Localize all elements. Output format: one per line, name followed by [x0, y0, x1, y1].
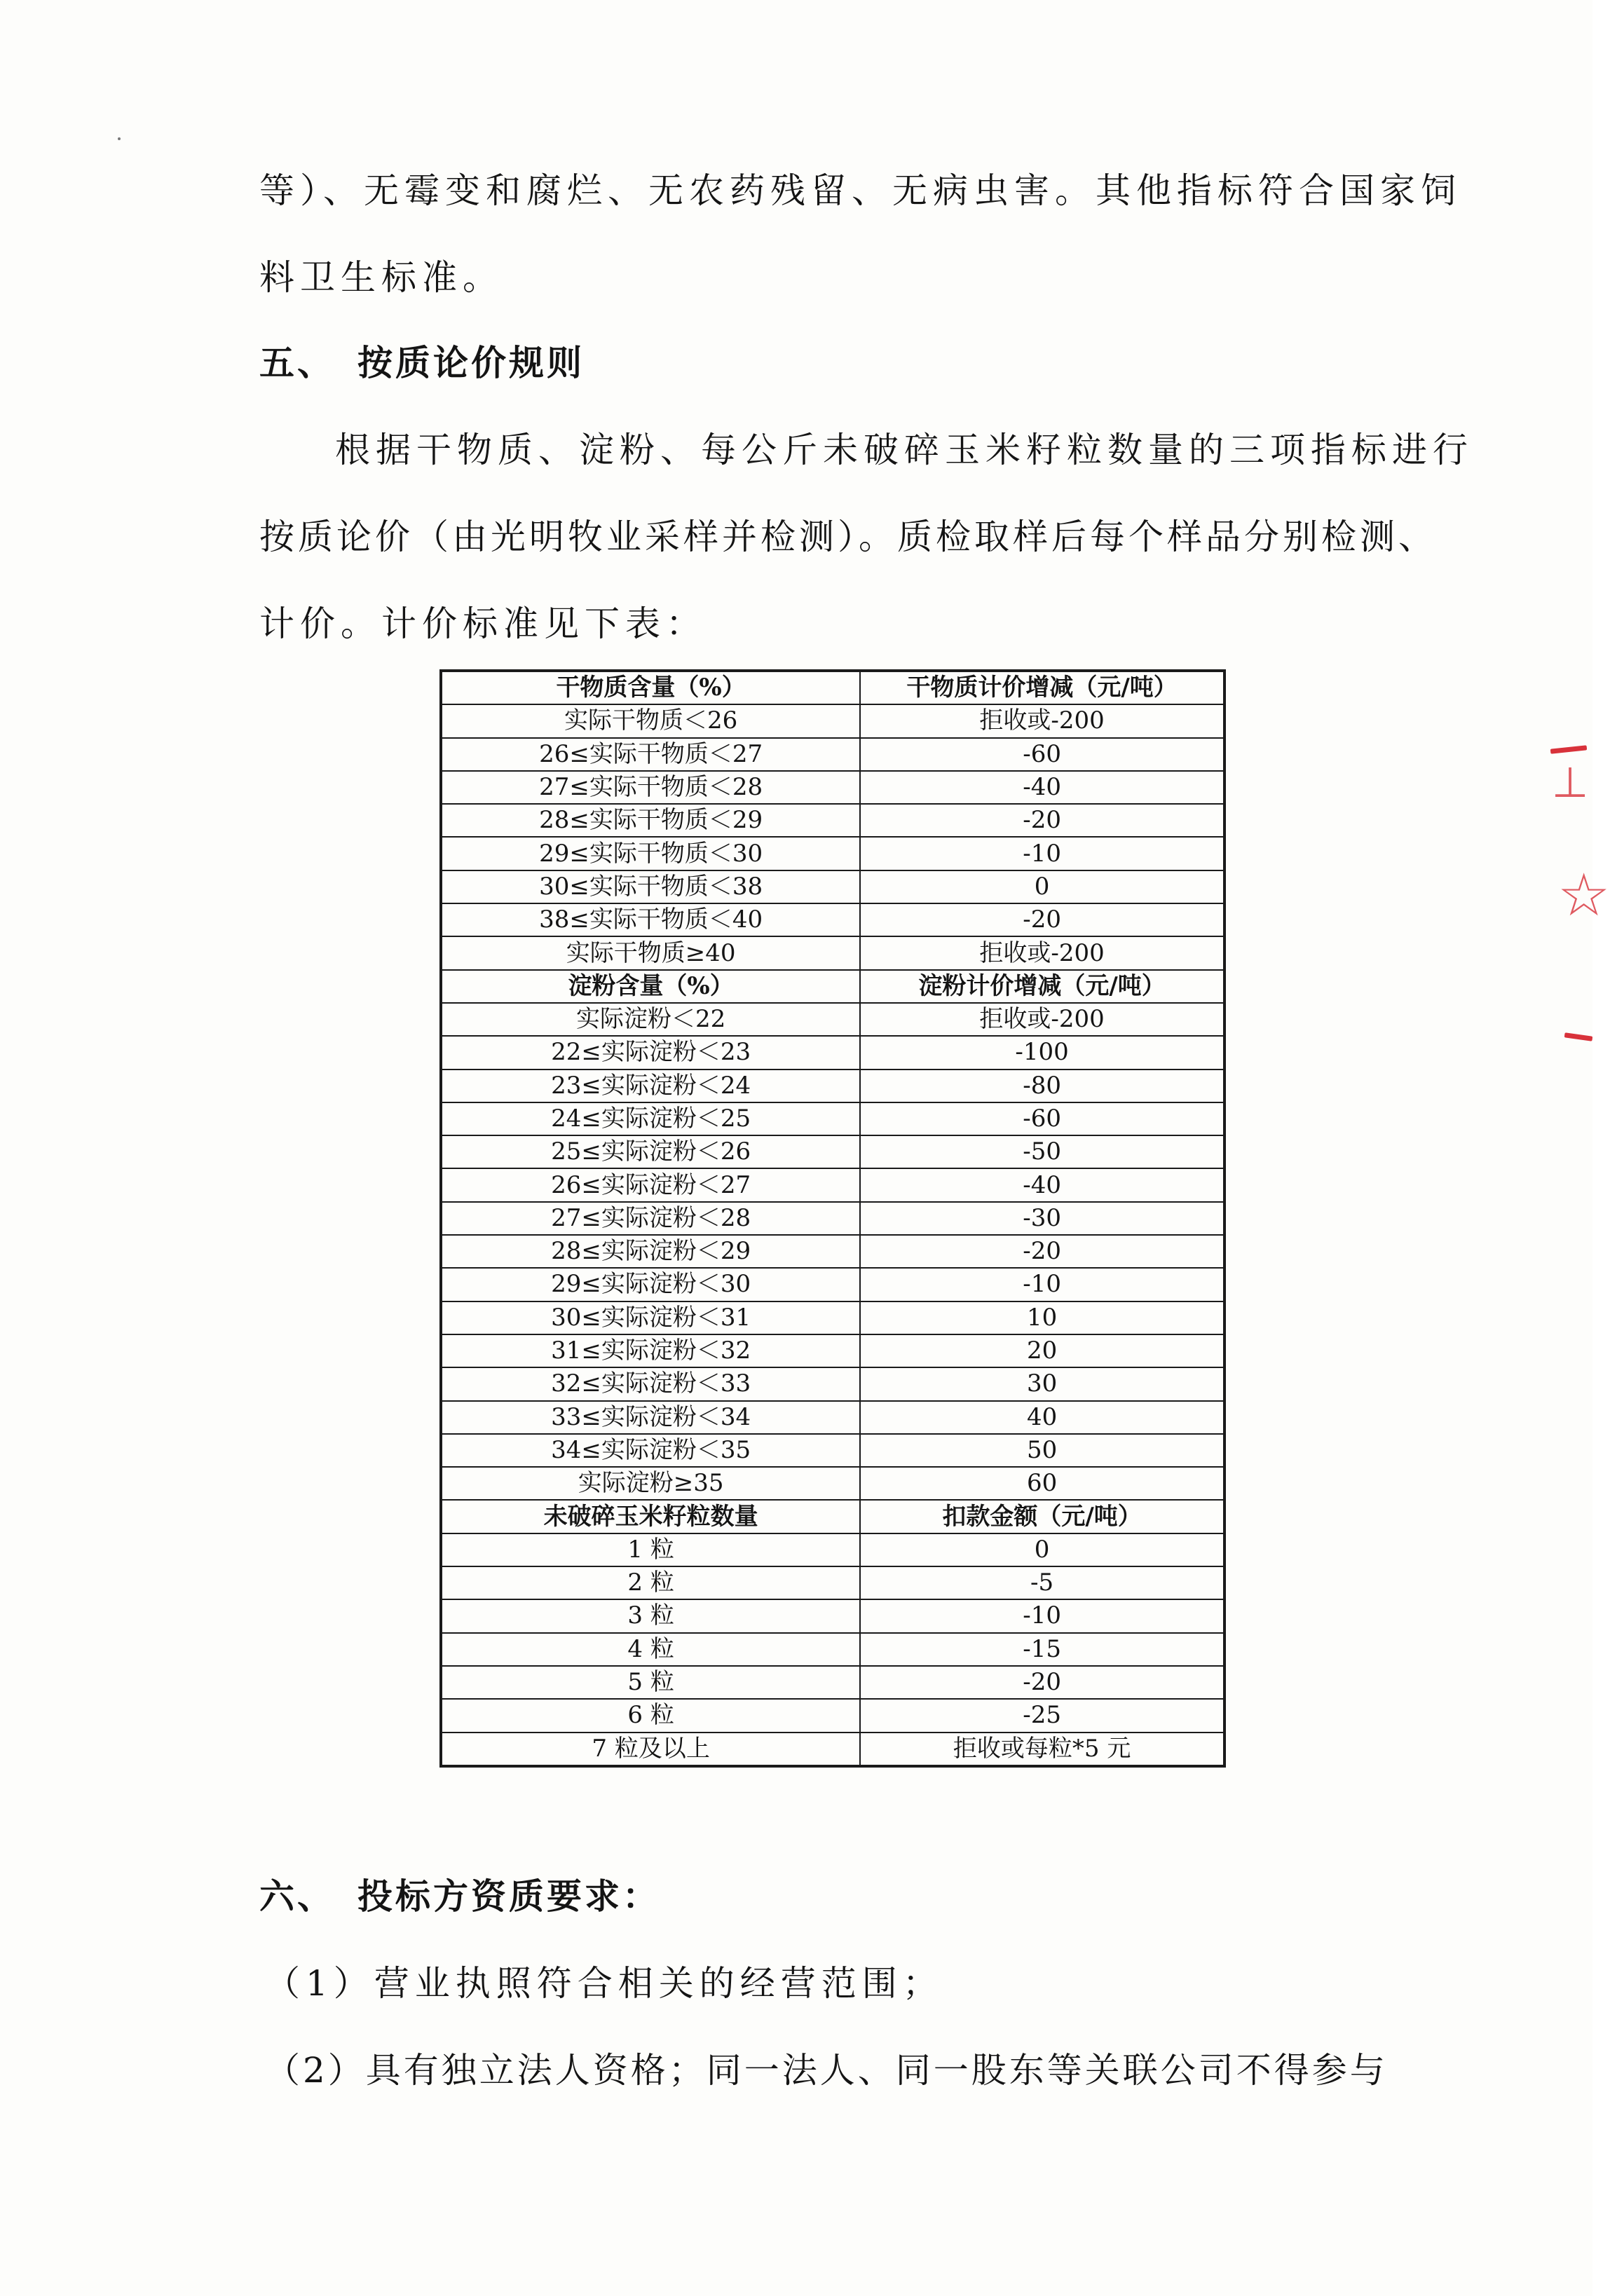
- table-row: [441, 1666, 1224, 1699]
- adjustment-cell: 拒收或-200: [860, 1003, 1224, 1036]
- paragraph-line-3: 根据干物质、淀粉、每公斤未破碎玉米籽粒数量的三项指标进行: [335, 430, 1473, 470]
- adjustment-cell: 60: [860, 1467, 1224, 1500]
- condition-cell: 31≤实际淀粉＜32: [441, 1334, 860, 1367]
- table-row: [441, 1533, 1224, 1566]
- column-header-condition: 淀粉含量（%）: [441, 970, 860, 1003]
- condition-cell: 7 粒及以上: [441, 1733, 860, 1766]
- section-6-title: 投标方资质要求：: [357, 1875, 660, 1917]
- adjustment-cell: 0: [860, 1533, 1224, 1566]
- adjustment-cell: -20: [860, 903, 1224, 936]
- table-row: [441, 1102, 1224, 1135]
- adjustment-cell: 50: [860, 1434, 1224, 1467]
- table-row: [441, 1467, 1224, 1500]
- condition-cell: 27≤实际干物质＜28: [441, 771, 860, 804]
- table-row: [441, 1401, 1224, 1434]
- condition-cell: 24≤实际淀粉＜25: [441, 1102, 860, 1135]
- adjustment-cell: -60: [860, 1102, 1224, 1135]
- seal-star-icon: ☆: [1557, 861, 1610, 929]
- section-6-number: 六、: [259, 1875, 335, 1917]
- condition-cell: 33≤实际淀粉＜34: [441, 1401, 860, 1434]
- paragraph-line-5: 计价。计价标准见下表：: [259, 603, 707, 644]
- adjustment-cell: -15: [860, 1633, 1224, 1666]
- adjustment-cell: 拒收或每粒*5 元: [860, 1733, 1224, 1766]
- table-header-row: [441, 970, 1224, 1003]
- condition-cell: 30≤实际淀粉＜31: [441, 1301, 860, 1334]
- condition-cell: 26≤实际淀粉＜27: [441, 1168, 860, 1201]
- table-header-row: [441, 1500, 1224, 1533]
- table-row: [441, 1202, 1224, 1235]
- table-row: [441, 1301, 1224, 1334]
- adjustment-cell: 20: [860, 1334, 1224, 1367]
- condition-cell: 34≤实际淀粉＜35: [441, 1434, 860, 1467]
- condition-cell: 30≤实际干物质＜38: [441, 870, 860, 903]
- adjustment-cell: -25: [860, 1699, 1224, 1732]
- paragraph-line-2: 料卫生标准。: [259, 257, 503, 298]
- adjustment-cell: -10: [860, 837, 1224, 870]
- adjustment-cell: -20: [860, 804, 1224, 837]
- seal-stroke-bottom: [1564, 1032, 1593, 1041]
- column-header-condition: 未破碎玉米籽粒数量: [441, 1500, 860, 1533]
- requirement-item-1: （1）营业执照符合相关的经营范围；: [265, 1963, 943, 2004]
- condition-cell: 29≤实际干物质＜30: [441, 837, 860, 870]
- section-5-title: 按质论价规则: [357, 342, 585, 383]
- adjustment-cell: 0: [860, 870, 1224, 903]
- table-row: [441, 837, 1224, 870]
- table-row: [441, 804, 1224, 837]
- column-header-adjustment: 淀粉计价增减（元/吨）: [860, 970, 1224, 1003]
- condition-cell: 29≤实际淀粉＜30: [441, 1268, 860, 1301]
- table-header-row: [441, 671, 1224, 704]
- table-row: [441, 771, 1224, 804]
- adjustment-cell: -40: [860, 771, 1224, 804]
- condition-cell: 26≤实际干物质＜27: [441, 738, 860, 771]
- seal-glyph-icon: ⊥: [1552, 758, 1589, 807]
- paragraph-line-4: 按质论价（由光明牧业采样并检测）。质检取样后每个样品分别检测、: [259, 517, 1437, 557]
- adjustment-cell: 拒收或-200: [860, 936, 1224, 969]
- pricing-table: [439, 669, 1226, 1768]
- section-5-heading: [259, 342, 585, 384]
- column-header-adjustment: 干物质计价增减（元/吨）: [860, 671, 1224, 704]
- condition-cell: 22≤实际淀粉＜23: [441, 1036, 860, 1069]
- adjustment-cell: 30: [860, 1367, 1224, 1400]
- table-row: [441, 1135, 1224, 1168]
- column-header-adjustment: 扣款金额（元/吨）: [860, 1500, 1224, 1533]
- condition-cell: 6 粒: [441, 1699, 860, 1732]
- adjustment-cell: -10: [860, 1599, 1224, 1632]
- table-row: [441, 1733, 1224, 1766]
- table-row: [441, 1334, 1224, 1367]
- table-row: [441, 1599, 1224, 1632]
- table-row: [441, 1566, 1224, 1599]
- adjustment-cell: -20: [860, 1235, 1224, 1268]
- adjustment-cell: -10: [860, 1268, 1224, 1301]
- condition-cell: 28≤实际淀粉＜29: [441, 1235, 860, 1268]
- table-row: [441, 903, 1224, 936]
- condition-cell: 3 粒: [441, 1599, 860, 1632]
- adjustment-cell: -40: [860, 1168, 1224, 1201]
- scan-speck: [118, 137, 121, 140]
- section-6-heading: [259, 1875, 660, 1918]
- condition-cell: 32≤实际淀粉＜33: [441, 1367, 860, 1400]
- requirement-item-2: （2）具有独立法人资格；同一法人、同一股东等关联公司不得参与: [265, 2050, 1388, 2091]
- table-row: [441, 936, 1224, 969]
- table-row: [441, 1168, 1224, 1201]
- table-row: [441, 1070, 1224, 1102]
- table-row: [441, 1367, 1224, 1400]
- table-row: [441, 1003, 1224, 1036]
- condition-cell: 实际干物质≥40: [441, 936, 860, 969]
- adjustment-cell: -80: [860, 1070, 1224, 1102]
- condition-cell: 2 粒: [441, 1566, 860, 1599]
- table-row: [441, 1268, 1224, 1301]
- table-row: [441, 1036, 1224, 1069]
- adjustment-cell: 10: [860, 1301, 1224, 1334]
- table-row: [441, 1633, 1224, 1666]
- adjustment-cell: 40: [860, 1401, 1224, 1434]
- pricing-table-body: [441, 671, 1224, 1766]
- table-row: [441, 870, 1224, 903]
- adjustment-cell: -5: [860, 1566, 1224, 1599]
- table-row: [441, 1434, 1224, 1467]
- condition-cell: 4 粒: [441, 1633, 860, 1666]
- condition-cell: 25≤实际淀粉＜26: [441, 1135, 860, 1168]
- paragraph-line-1: 等）、无霉变和腐烂、无农药残留、无病虫害。其他指标符合国家饲: [259, 170, 1461, 211]
- adjustment-cell: -30: [860, 1202, 1224, 1235]
- seal-stroke-top: [1550, 745, 1587, 753]
- condition-cell: 23≤实际淀粉＜24: [441, 1070, 860, 1102]
- table-row: [441, 1699, 1224, 1732]
- adjustment-cell: 拒收或-200: [860, 704, 1224, 737]
- table-row: [441, 738, 1224, 771]
- condition-cell: 28≤实际干物质＜29: [441, 804, 860, 837]
- table-row: [441, 704, 1224, 737]
- section-5-number: 五、: [259, 342, 335, 383]
- condition-cell: 1 粒: [441, 1533, 860, 1566]
- column-header-condition: 干物质含量（%）: [441, 671, 860, 704]
- adjustment-cell: -50: [860, 1135, 1224, 1168]
- condition-cell: 实际淀粉≥35: [441, 1467, 860, 1500]
- condition-cell: 实际干物质＜26: [441, 704, 860, 737]
- condition-cell: 38≤实际干物质＜40: [441, 903, 860, 936]
- condition-cell: 实际淀粉＜22: [441, 1003, 860, 1036]
- condition-cell: 5 粒: [441, 1666, 860, 1699]
- condition-cell: 27≤实际淀粉＜28: [441, 1202, 860, 1235]
- adjustment-cell: -100: [860, 1036, 1224, 1069]
- adjustment-cell: -20: [860, 1666, 1224, 1699]
- table-row: [441, 1235, 1224, 1268]
- adjustment-cell: -60: [860, 738, 1224, 771]
